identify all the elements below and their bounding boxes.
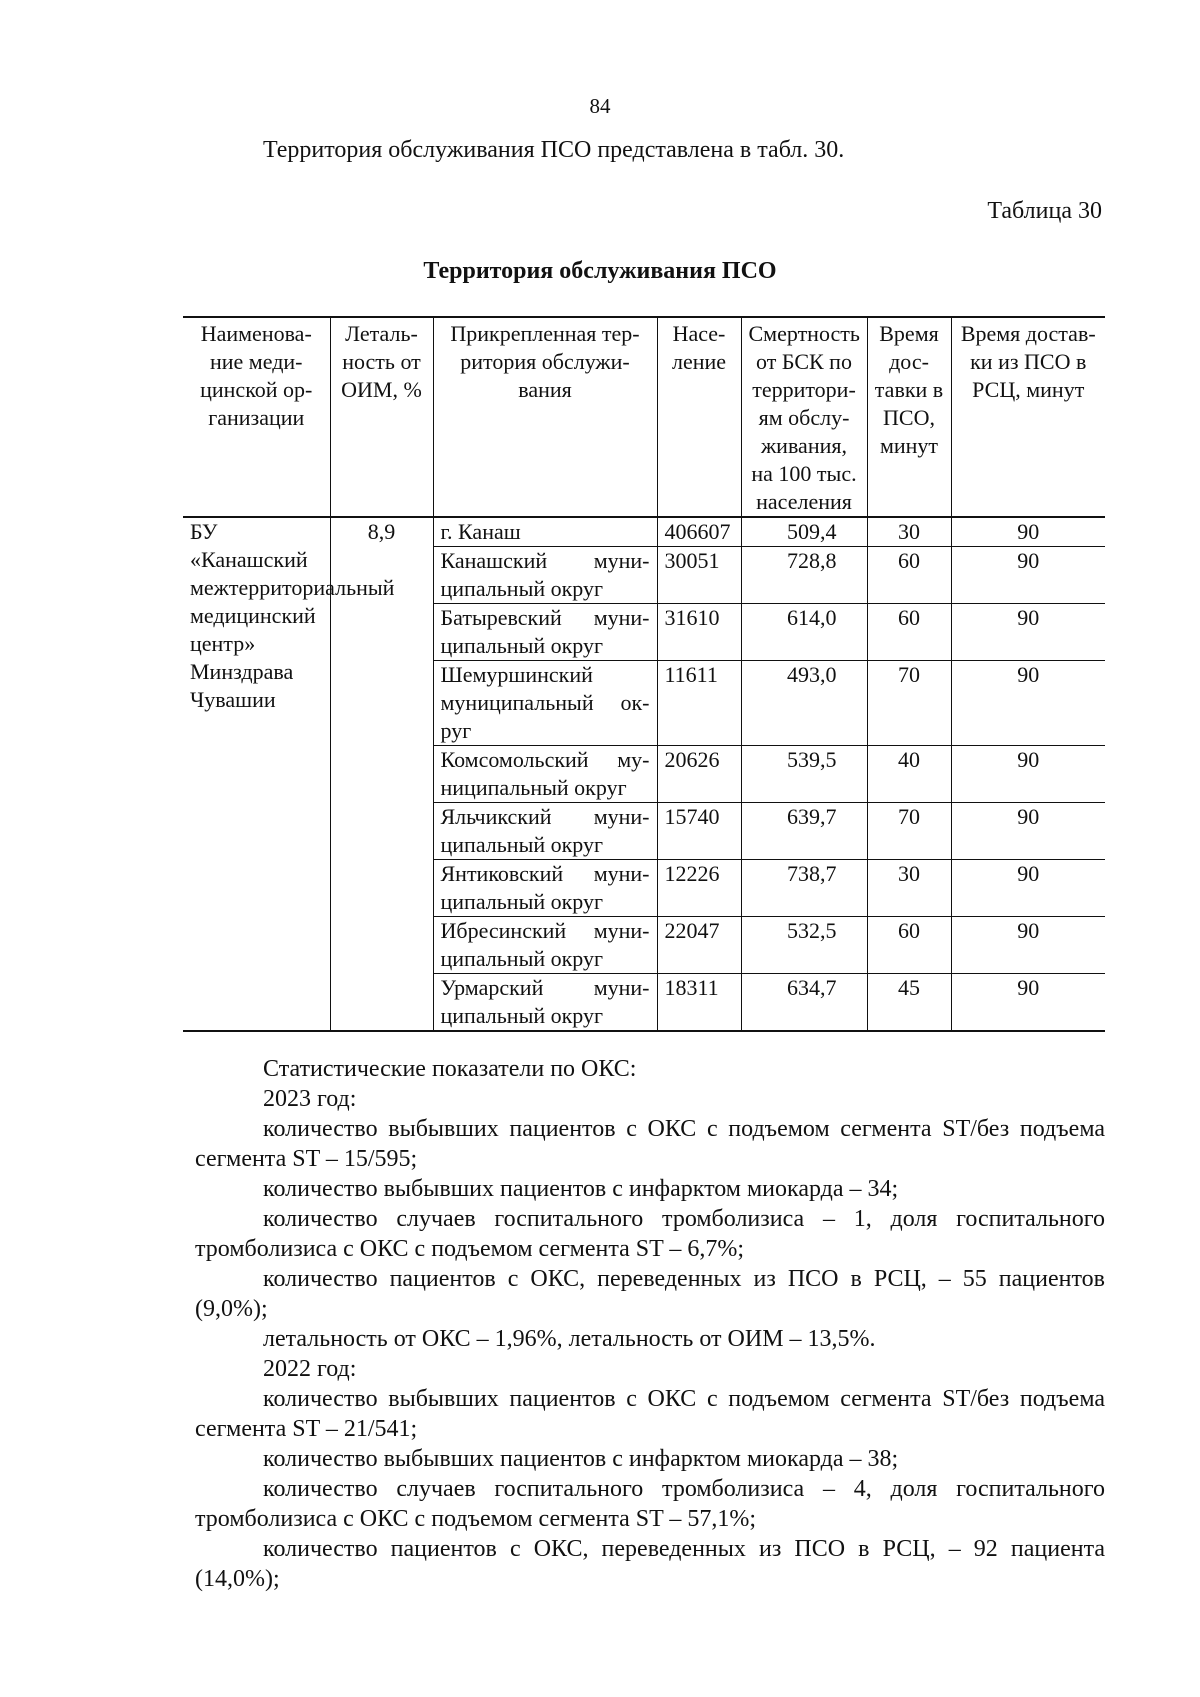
delivery-to-rsc-cell: 90 bbox=[951, 604, 1105, 661]
stat-item: количество выбывших пациентов с инфарктом миокарда – 34; bbox=[263, 1176, 899, 1202]
header-delivery-to-rsc: Время достав-ки из ПСО в РСЦ, минут bbox=[951, 317, 1105, 517]
intro-sentence: Территория обслуживания ПСО представлена в табл. 30. bbox=[263, 137, 845, 163]
delivery-to-pso-cell: 70 bbox=[867, 803, 951, 860]
delivery-to-rsc-cell: 90 bbox=[951, 746, 1105, 803]
territory-cell: Шемуршинский муниципальный ок-руг bbox=[433, 661, 657, 746]
header-population: Насе-ление bbox=[657, 317, 741, 517]
mortality-cell: 639,7 bbox=[741, 803, 867, 860]
table-title: Территория обслуживания ПСО bbox=[423, 258, 777, 284]
population-cell: 20626 bbox=[657, 746, 741, 803]
delivery-to-pso-cell: 30 bbox=[867, 860, 951, 917]
header-lethality: Леталь-ность от ОИМ, % bbox=[330, 317, 433, 517]
pso-territory-table bbox=[183, 316, 1105, 1032]
stats-heading: Статистические показатели по ОКС: bbox=[263, 1056, 637, 1082]
stat-item: количество пациентов с ОКС, переведенных из ПСО в РСЦ, – 55 пациентов (9,0%); bbox=[195, 1266, 1105, 1322]
table-caption: Таблица 30 bbox=[987, 198, 1102, 224]
delivery-to-rsc-cell: 90 bbox=[951, 803, 1105, 860]
delivery-to-rsc-cell: 90 bbox=[951, 860, 1105, 917]
territory-cell: Янтиковский муни-ципальный округ bbox=[433, 860, 657, 917]
population-cell: 406607 bbox=[657, 517, 741, 547]
territory-cell: Ибресинский муни-ципальный округ bbox=[433, 917, 657, 974]
mortality-cell: 493,0 bbox=[741, 661, 867, 746]
delivery-to-pso-cell: 60 bbox=[867, 547, 951, 604]
territory-cell: Батыревский муни-ципальный округ bbox=[433, 604, 657, 661]
delivery-to-pso-cell: 30 bbox=[867, 517, 951, 547]
mortality-cell: 539,5 bbox=[741, 746, 867, 803]
population-cell: 11611 bbox=[657, 661, 741, 746]
year-2023-items bbox=[195, 1114, 1105, 1354]
mortality-cell: 738,7 bbox=[741, 860, 867, 917]
table-header-row bbox=[183, 317, 1105, 517]
organization-name: БУ «Канашский межтерриториальный медицинский центр» Минздрава Чувашии bbox=[183, 517, 330, 1031]
stat-item: количество пациентов с ОКС, переведенных из ПСО в РСЦ, – 92 пациента (14,0%); bbox=[195, 1536, 1105, 1592]
delivery-to-rsc-cell: 90 bbox=[951, 661, 1105, 746]
stat-item: количество выбывших пациентов с ОКС с подъемом сегмента ST/без подъема сегмента ST – 21/541; bbox=[195, 1386, 1105, 1442]
mortality-cell: 634,7 bbox=[741, 974, 867, 1032]
lethality-value: 8,9 bbox=[330, 517, 433, 1031]
delivery-to-pso-cell: 60 bbox=[867, 604, 951, 661]
mortality-cell: 532,5 bbox=[741, 917, 867, 974]
header-territory: Прикрепленная тер-ритория обслужи-вания bbox=[433, 317, 657, 517]
year-2023-label: 2023 год: bbox=[263, 1086, 357, 1112]
header-organization: Наименова-ние меди-цинской ор-ганизации bbox=[183, 317, 330, 517]
territory-cell: Комсомольский му-ниципальный округ bbox=[433, 746, 657, 803]
delivery-to-rsc-cell: 90 bbox=[951, 547, 1105, 604]
delivery-to-rsc-cell: 90 bbox=[951, 517, 1105, 547]
mortality-cell: 728,8 bbox=[741, 547, 867, 604]
stat-item: количество случаев госпитального тромболизиса – 4, доля госпитального тромболизиса с ОКС с подъемом сегмента ST – 57,1%; bbox=[195, 1476, 1105, 1532]
delivery-to-rsc-cell: 90 bbox=[951, 917, 1105, 974]
stats-section bbox=[195, 1054, 1105, 1594]
territory-cell: Яльчикский муни-ципальный округ bbox=[433, 803, 657, 860]
population-cell: 22047 bbox=[657, 917, 741, 974]
header-delivery-to-pso: Время дос-тавки в ПСО, минут bbox=[867, 317, 951, 517]
delivery-to-pso-cell: 40 bbox=[867, 746, 951, 803]
delivery-to-pso-cell: 45 bbox=[867, 974, 951, 1032]
year-2022-label: 2022 год: bbox=[263, 1356, 357, 1382]
population-cell: 12226 bbox=[657, 860, 741, 917]
territory-cell: г. Канаш bbox=[433, 517, 657, 547]
header-mortality: Смертность от БСК по территори-ям обслу-живания, на 100 тыс. населения bbox=[741, 317, 867, 517]
population-cell: 18311 bbox=[657, 974, 741, 1032]
population-cell: 31610 bbox=[657, 604, 741, 661]
stat-item: количество выбывших пациентов с инфарктом миокарда – 38; bbox=[263, 1446, 899, 1472]
stat-item: количество выбывших пациентов с ОКС с подъемом сегмента ST/без подъема сегмента ST – 15/595; bbox=[195, 1116, 1105, 1172]
population-cell: 30051 bbox=[657, 547, 741, 604]
stat-item: летальность от ОКС – 1,96%, летальность от ОИМ – 13,5%. bbox=[263, 1326, 876, 1352]
table-row bbox=[183, 517, 1105, 547]
population-cell: 15740 bbox=[657, 803, 741, 860]
delivery-to-rsc-cell: 90 bbox=[951, 974, 1105, 1032]
page-number: 84 bbox=[589, 94, 611, 118]
stat-item: количество случаев госпитального тромболизиса – 1, доля госпитального тромболизиса с ОКС с подъемом сегмента ST – 6,7%; bbox=[195, 1206, 1105, 1262]
year-2022-items bbox=[195, 1384, 1105, 1594]
territory-cell: Урмарский муни-ципальный округ bbox=[433, 974, 657, 1032]
territory-cell: Канашский муни-ципальный округ bbox=[433, 547, 657, 604]
mortality-cell: 614,0 bbox=[741, 604, 867, 661]
mortality-cell: 509,4 bbox=[741, 517, 867, 547]
delivery-to-pso-cell: 70 bbox=[867, 661, 951, 746]
delivery-to-pso-cell: 60 bbox=[867, 917, 951, 974]
